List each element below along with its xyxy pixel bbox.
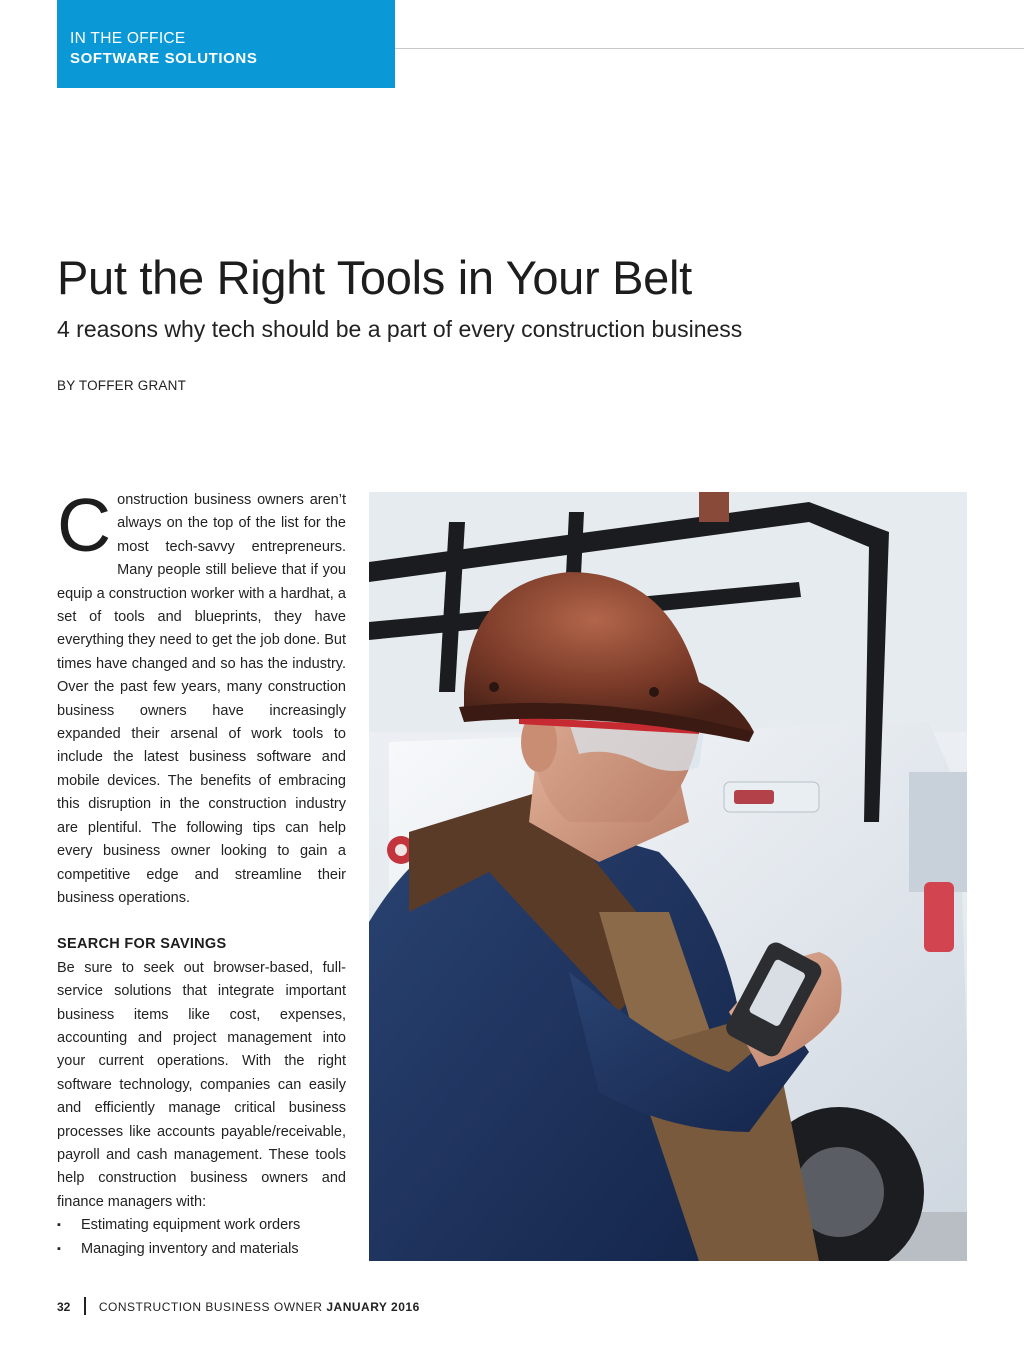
intro-paragraph (57, 483, 346, 910)
page-number: 32 (57, 1300, 71, 1314)
construction-worker-photo (369, 492, 967, 1261)
body-paragraph: Be sure to seek out browser-based, full-service solutions that integrate important business items like cost, expenses, accounting and project management into your current operations. With the right software technology, companies can easily and efficiently manage critical business processes like accounts payable/receivable, payroll and cash management. These tools help construction business owners and finance managers with: (57, 959, 346, 1210)
section-name: SOFTWARE SOLUTIONS (70, 50, 258, 67)
intro-text: onstruction business owners aren’t always on the top of the list for the most tech-savvy entrepreneurs. Many people still believe that if you equip a construction worker with a hardhat, a set of tools and blueprints, they have everything they need to get the job done. But times have changed and so has the industry. Over the past few years, many construction business owners have increasingly expanded their arsenal of work tools to include the latest business software and mobile devices. The benefits of embracing this disruption in the construction industry are plentiful. The following tips can help every business owner looking to gain a competitive edge and streamline their business operations. (57, 492, 346, 906)
footer-divider (84, 1297, 86, 1315)
article-byline: BY TOFFER GRANT (57, 378, 187, 393)
photo-illustration (369, 492, 967, 1261)
subhead: SEARCH FOR SAVINGS (57, 936, 227, 953)
dropcap: C (57, 483, 112, 567)
list-item: ▪ Estimating equipment work orders (57, 1214, 346, 1237)
publication-name: CONSTRUCTION BUSINESS OWNER (98, 1300, 323, 1314)
article-body (57, 483, 346, 1261)
article-title: Put the Right Tools in Your Belt (57, 251, 692, 304)
section-kicker: IN THE OFFICE (70, 30, 186, 47)
bullet-list (57, 1214, 346, 1261)
section-tab (57, 0, 395, 88)
list-item: ▪ Managing inventory and materials (57, 1238, 346, 1261)
header-rule (395, 48, 1024, 49)
article-deck: 4 reasons why tech should be a part of every construction business (57, 316, 743, 342)
page-footer (57, 1297, 420, 1316)
issue-date: JANUARY 2016 (326, 1300, 420, 1314)
